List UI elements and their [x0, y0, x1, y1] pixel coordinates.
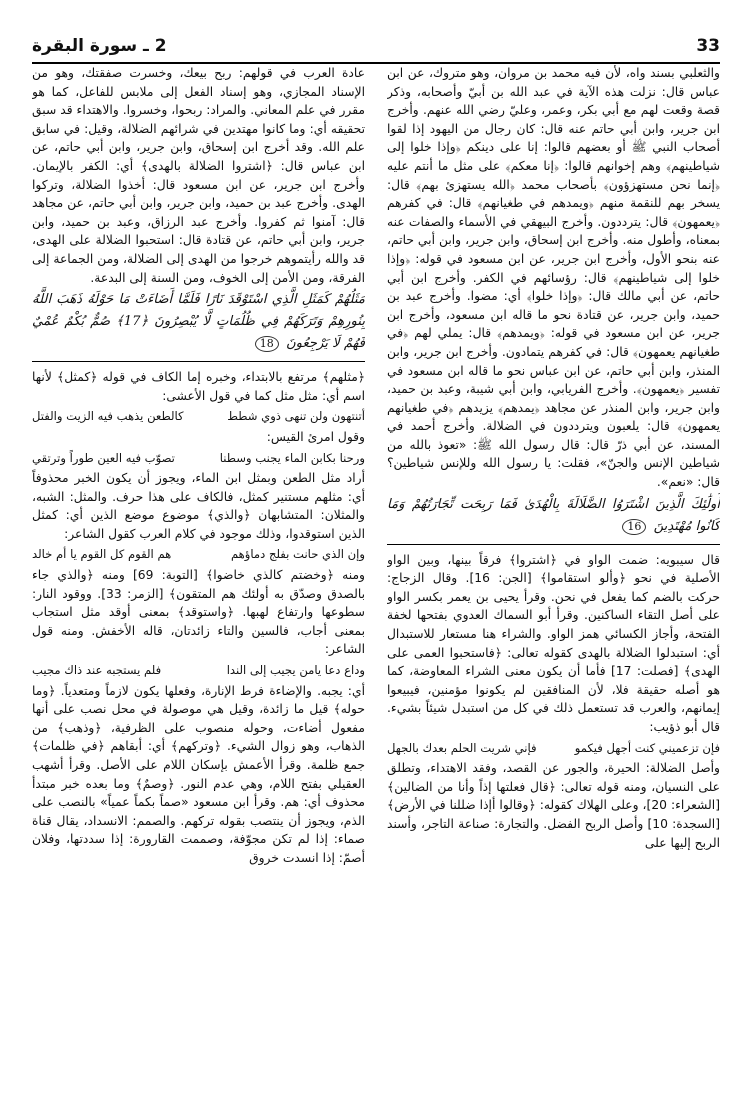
poem-verse — [387, 739, 720, 758]
left-paragraph-2: ﴿مثلهم﴾ مرتفع بالابتداء، وخبره إما الكاف في قوله ﴿كمثل﴾ لأنها اسم أي: مثل مثل كما في قول الأعشى: — [32, 370, 365, 403]
right-paragraph-3: وأصل الضلالة: الحيرة، والجور عن القصد، وفقد الاهتداء، وتطلق على النسيان، ومنه قوله تعالى: ﴿قال فعلتها إذاً وأنا من الضالين﴾ [الشعراء: 20]، وعلى الهلاك كقوله: ﴿وقالوا أإذا ضللنا في الأرض﴾ [السجدة: 10] وأصل الربح الفضل. والتجارة: صناعة التاجر، وأسند الربح إليها على — [387, 761, 720, 850]
verse-17-18 — [32, 289, 365, 355]
left-paragraph-6: أي: يجبه. والإضاءة فرط الإنارة، وفعلها يكون لازماً ومتعدياً. ﴿وما حوله﴾ قيل ما زائدة، وقيل هي موصولة في محل نصب على أنها مفعول أضاءت، وحوله منصوب على الظرفية، ﴿وذهب﴾ من الذهاب، وهو زوال الشيء. ﴿وتركهم﴾ أي: أبقاهم ﴿في ظلمات﴾ جمع ظلمة. وقرأ الأعمش بإسكان اللام على الأصل. وقرأ أشهب العقيلي بفتح اللام، وهي عدم النور. ﴿وصمٌ﴾ وما بعده خبر مبتدأ محذوف أي: هم. وقرأ ابن مسعود «صماً بكماً عمياً» بالنصب على الذم، ويجوز أن ينتصب بقوله تركهم. والصمم: الانسداد، يقال قناة صماء: إذا لم تكن مجوّفة، وصممت القارورة: إذا سددتها، وفلان أصمّ: إذا انسدت خروق — [32, 683, 365, 865]
poem-first-hemistich: ورحنا بكابن الماء يجنب وسطنا — [219, 450, 365, 465]
left-column — [32, 64, 365, 1098]
verse-16 — [387, 494, 720, 538]
page-header — [32, 30, 720, 64]
poem-first-hemistich: أتنتهون ولن تنهى ذوي شطط — [227, 409, 365, 424]
verse-separator — [32, 361, 365, 362]
poem-first-hemistich: فإن تزعميني كنت أجهل فيكمو — [574, 740, 720, 755]
text-columns — [32, 64, 720, 1098]
poem-verse-1 — [32, 407, 365, 426]
surah-title: 2 ـ سورة البقرة — [32, 36, 167, 56]
left-paragraph-4: أراد مثل الطعن وبمثل ابن الماء، ويجوز أن يكون الخبر محذوفاً أي: مثلهم مستنير كمثل، فالكاف على هذا حرف. والمثل: الشبه، والمثلان: المتشابهان ﴿والذي﴾ موضوع موضع الذين أي: كمثل الذين استوقدوا، وذلك موجود في كلام العرب كقول الشاعر: — [32, 471, 365, 541]
verse-number: 18 — [255, 336, 279, 352]
right-paragraph-2: قال سيبويه: ضمت الواو في ﴿اشتروا﴾ فرقاً بينها، وبين الواو الأصلية في نحو ﴿وألو استقاموا﴾ [الجن: 16]. وقال الزجاج: حركت بالضم كما يفعل في نحن. وقرأ يحيى بن يعمر بكسر الواو على أصل التقاء الساكنين. وقرأ أبو السماك العدوي بفتحها لخفة الفتحة، وأجاز الكسائي همز الواو. والشراء هنا مستعار للاستبدال أي: استبدلوا الضلالة بالهدى كقوله تعالى: ﴿فاستحبوا العمى على الهدى﴾ [فصلت: 17] فأما أن يكون معنى الشراء المعاوضة، كما هو أصله حقيقة فلا، لأن المنافقين لم يكونوا مؤمنين، فيبيعوا إيمانهم، والعرب قد تستعمل ذلك في كل من استبدل شيئاً بشيء. قال أبو ذؤيب: — [387, 552, 720, 734]
poem-first-hemistich: وإن الذي حانت بفلج دماؤهم — [230, 547, 365, 562]
poem-second-hemistich: فلم يستجبه عند ذاك مجيب — [32, 663, 162, 678]
left-paragraph-1: عادة العرب في قولهم: ربح بيعك، وخسرت صفقتك، وهو من الإسناد المجازي، وهو إسناد الفعل إلى ملابس للفاعل، كما هو مقرر في علم المعاني. والمراد: ربحوا، وخسروا. والاهتداء قد سبق تحقيقه أي: وما كانوا مهتدين في شرائهم الضلالة، وقيل: في سابق علم الله. وقد أخرج ابن إسحاق، وابن جرير، وابن أبي حاتم، عن ابن عباس قال: ﴿اشتروا الضلالة بالهدى﴾ أي: الكفر بالإيمان. وأخرج ابن جرير، عن ابن مسعود قال: أخذوا الضلالة، وتركوا الهدى. وأخرج عبد بن حميد، وابن جرير، وابن أبي حاتم، عن مجاهد قال: آمنوا ثم كفروا. وأخرج عبد الرزاق، وعبد بن حميد، وابن جرير، وابن أبي حاتم، عن قتادة قال: استحبوا الضلالة على الهدى، قد والله رأيتموهم خرجوا من الهدى إلى الضلالة، ومن الجماعة إلى الفرقة، ومن الأمن إلى الخوف، ومن السنة إلى البدعة. — [32, 66, 365, 285]
poem-first-hemistich: وداع دعا يامن يجيب إلى الندا — [226, 663, 365, 678]
left-paragraph-5: ومنه ﴿وخضتم كالذي خاضوا﴾ [التوبة: 69] ومنه ﴿والذي جاء بالصدق وصدّق به أولئك هم المتقون﴾ [الزمر: 33]. ووقود النار: سطوعها وارتفاع لهبها. ﴿واستوقد﴾ بمعنى أوقد مثل استجاب بمعنى أجاب، فالسين والتاء زائدتان، قاله الأخفش. ومنه قول الشاعر: — [32, 568, 365, 657]
poem-second-hemistich: تصوّب فيه العين طوراً وترتقي — [32, 450, 175, 465]
poem-verse-3 — [32, 545, 365, 564]
poem-second-hemistich: فإني شريت الحلم بعدك بالجهل — [387, 740, 537, 755]
verse-text: أُولَٰئِكَ الَّذِينَ اشْتَرَوُا الضَّلَالَةَ بِالْهُدَىٰ فَمَا رَبِحَت تِّجَارَتُهُمْ وَمَا كَانُوا مُهْتَدِينَ — [387, 496, 720, 534]
verse-separator — [387, 544, 720, 545]
poem-verse-2 — [32, 449, 365, 468]
poem-verse-4 — [32, 661, 365, 680]
poem-second-hemistich: هم القوم كل القوم يا أم خالد — [32, 547, 172, 562]
verse-number: 16 — [622, 519, 646, 535]
verse-text: مَثَلُهُمْ كَمَثَلِ الَّذِي اسْتَوْقَدَ نَارًا فَلَمَّا أَضَاءَتْ مَا حَوْلَهُ ذَهَبَ اللَّهُ بِنُورِهِمْ وَتَرَكَهُمْ فِي ظُلُمَاتٍ لَّا يُبْصِرُونَ ﴿17﴾ صُمٌّ بُكْمٌ عُمْيٌ فَهُمْ لَا يَرْجِعُونَ — [32, 292, 365, 352]
right-paragraph-1: والثعلبي بسند واه، لأن فيه محمد بن مروان، وهو متروك، عن ابن عباس قال: نزلت هذه الآية في عبد الله بن أبيّ وأصحابه، وذكر قصة وقعت لهم مع أبي بكر، وعمر، وعليّ رضي الله عنهم. وأخرج ابن جرير، وابن أبي حاتم عنه قال: كان رجال من اليهود إذا لقوا أصحاب النبي ﷺ أو بعضهم قالوا: إنا على دينكم ﴿وإذا خلوا إلى شياطينهم﴾ وهم إخوانهم قالوا: ﴿إنا معكم﴾ على مثل ما أنتم عليه ﴿إنما نحن مستهزؤون﴾ بأصحاب محمد ﴿الله يستهزئ بهم﴾ قال: يسخر بهم للنقمة منهم ﴿ويمدهم في طغيانهم﴾ قال: في كفرهم ﴿يعمهون﴾ قال: يترددون. وأخرج البيهقي في الأسماء والصفات عنه بمعناه، وأطول منه. وأخرج ابن إسحاق، وابن جرير، وابن أبي حاتم، عنه بنحو الأول، وأخرج ابن جرير، عن ابن مسعود في قوله: ﴿وإذا خلوا إلى شياطينهم﴾ قال: رؤسائهم في الكفر. وأخرج ابن أبي حاتم، عن أبي مالك قال: ﴿وإذا خلوا﴾ أي: مضوا. وأخرج عبد بن حميد، وابن جرير، عن قتادة نحو ما قاله ابن مسعود، وأخرج ابن جرير، عن ابن مسعود في قوله: ﴿ويمدهم﴾ قال: يملي لهم ﴿في طغيانهم يعمهون﴾ قال: في كفرهم يتمادون. وأخرج ابن جرير، وابن المنذر، وابن أبي حاتم، عن ابن عباس نحو ما قاله ابن مسعود في تفسير ﴿يعمهون﴾. وأخرج الفريابي، وابن أبي شيبة، وعبد بن حميد، وابن جرير، وابن المنذر عن مجاهد ﴿يمدهم﴾ يزيدهم ﴿في طغيانهم يعمهون﴾ قال: يلعبون ويترددون في الضلالة. وأخرج أحمد في المسند، عن أبي ذرّ قال: قال رسول الله ﷺ: «تعوذ بالله من شياطين الإنس والجنّ»، فقلت: يا رسول الله وللإنس شياطين؟ قال: «نعم». — [387, 66, 720, 490]
left-paragraph-3: وقول امرئ القيس: — [266, 429, 365, 444]
right-column — [387, 64, 720, 1098]
poem-second-hemistich: كالطعن يذهب فيه الزيت والفتل — [32, 409, 184, 424]
page-number: 33 — [696, 36, 720, 56]
